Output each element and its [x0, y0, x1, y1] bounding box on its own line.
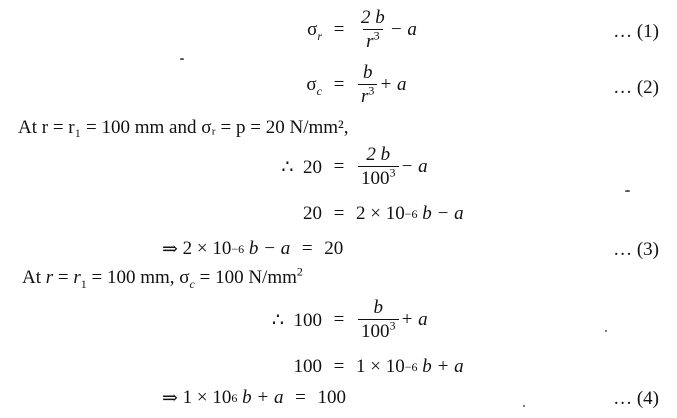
- therefore-symbol: ∴: [271, 309, 284, 331]
- equation-3a: ∴ 20 = $\frac{2 b}{100^3}$ − a: [281, 144, 428, 189]
- equals-sign: =: [333, 309, 345, 330]
- sigma-c-symbol: $\sigma_c$: [306, 74, 322, 98]
- equation-4a: ∴ 100 = $\frac{b}{100^3}$ + a: [271, 297, 428, 342]
- fraction: $\frac{2 b}{r^3}$: [361, 7, 385, 52]
- equation-number-2: … (2): [613, 77, 659, 98]
- equals-sign: =: [295, 387, 306, 408]
- equation-3b: 20 = 2 × 10 −6 b − a: [303, 203, 464, 224]
- equals-sign: =: [301, 238, 313, 259]
- equation-4: ⇒ 1 × 10 6 b + a = 100: [162, 387, 346, 409]
- equals-sign: =: [333, 156, 345, 177]
- fraction: $\frac{b}{100^3}$: [358, 298, 399, 342]
- equation-number-1: … (1): [613, 21, 659, 42]
- equation-number-3: … (3): [613, 239, 659, 260]
- condition-line-2: At $r = r_1 = 100$ mm, $\sigma_c = 100$ $N/mm^2$: [22, 264, 303, 291]
- sigma-r-symbol: $\sigma_r$: [307, 19, 322, 43]
- scan-speck: [180, 58, 184, 60]
- equation-2: [262, 64, 406, 106]
- equation-number-4: … (4): [613, 388, 659, 409]
- scan-speck: [605, 330, 607, 332]
- fraction: $\frac{2 b}{100^3}$: [358, 145, 399, 189]
- fraction: $\frac{b}{r^3}$: [358, 63, 377, 107]
- implies-symbol: ⇒: [162, 387, 178, 409]
- equation-4b: 100 = 1 × 10 −6 b + a: [293, 356, 464, 377]
- condition-line-1: At r = r₁ = 100 mm and σᵣ = p = 20 N/mm²,: [18, 117, 349, 138]
- equals-sign: =: [333, 203, 345, 224]
- implies-symbol: ⇒: [162, 238, 178, 260]
- equals-sign: =: [333, 356, 345, 377]
- equation-tail: + a: [379, 74, 407, 95]
- equals-sign: =: [333, 19, 345, 40]
- equation-3: ⇒ 2 × 10 −6 b − a = 20: [162, 238, 344, 260]
- equation-1: [262, 7, 417, 52]
- equation-tail: − a: [389, 19, 417, 40]
- scan-speck: [625, 190, 630, 192]
- scan-speck: [523, 405, 525, 407]
- therefore-symbol: ∴: [281, 156, 294, 178]
- equals-sign: =: [333, 74, 345, 95]
